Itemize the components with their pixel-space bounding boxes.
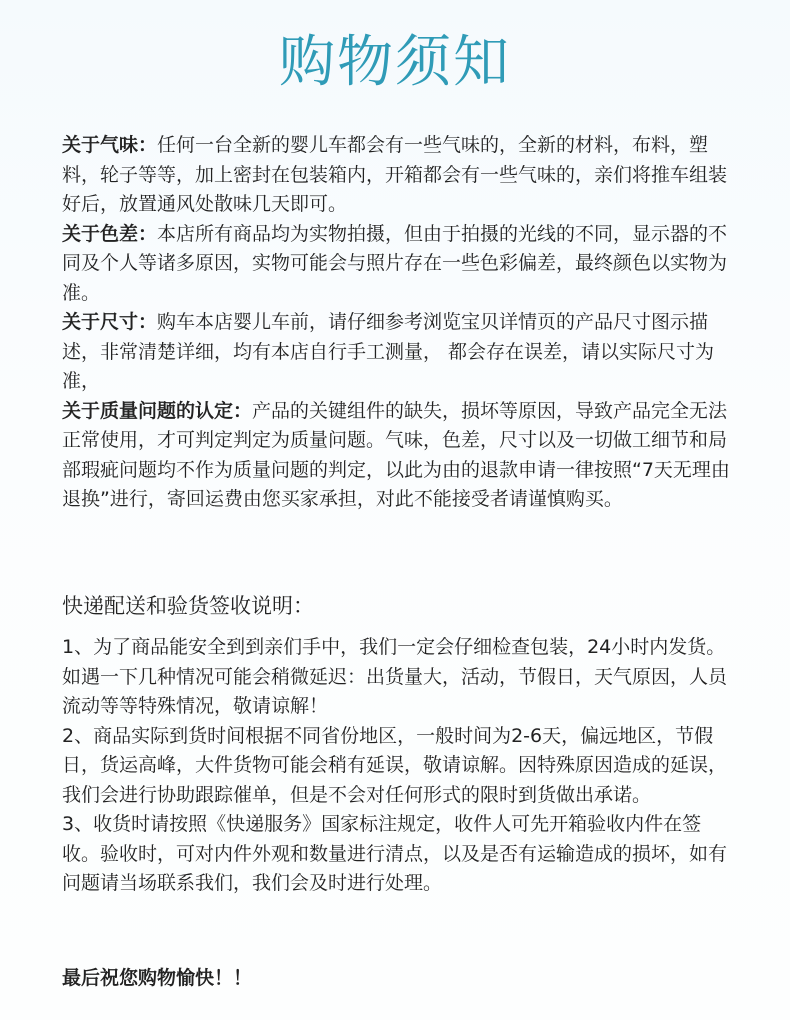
notice-text: 本店所有商品均为实物拍摄，但由于拍摄的光线的不同，显示器的不同及个人等诸多原因，实物可能会与照片存在一些色彩偏差，最终颜色以实物为准。 [62, 222, 728, 304]
notice-label: 关于质量问题的认定： [62, 399, 253, 422]
notice-label: 关于尺寸： [62, 311, 158, 333]
closing-message: 最后祝您购物愉快！！ [62, 967, 253, 989]
page-title: 购物须知 [279, 30, 511, 95]
delivery-heading: 快递配送和验货签收说明： [62, 594, 314, 618]
notice-size [62, 308, 732, 397]
notice-color-difference [62, 220, 732, 309]
delivery-section [62, 591, 732, 899]
notice-text: 产品的关键组件的缺失，损坏等原因，导致产品完全无法正常使用，才可判定判定为质量问题。气味，色差，尺寸以及一切做工细节和局部瑕疵问题均不作为质量问题的判定，以此为由的退款申请一律按照“7天无理由退换”进行，寄回运费由您买家承担，对此不能接受者请谨慎购买。 [62, 399, 730, 510]
notice-label: 关于色差： [62, 222, 158, 245]
notice-text: 任何一台全新的婴儿车都会有一些气味的，全新的材料，布料，塑料，轮子等等，加上密封在包装箱内，开箱都会有一些气味的，亲们将推车组装好后，放置通风处散味几天即可。 [62, 134, 728, 215]
notice-quality [62, 397, 732, 515]
delivery-item-1: 1、为了商品能安全到到亲们手中，我们一定会仔细检查包装，24小时内发货。如遇一下几种情况可能会稍微延迟：出货量大，活动，节假日，天气原因，人员流动等等特殊情况，敬请谅解！ [62, 636, 728, 717]
notice-label: 关于气味： [62, 134, 158, 156]
notice-text: 购车本店婴儿车前，请仔细参考浏览宝贝详情页的产品尺寸图示描述，非常清楚详细，均有本店自行手工测量， 都会存在误差，请以实际尺寸为准， [62, 311, 715, 392]
delivery-item-2: 2、商品实际到货时间根据不同省份地区，一般时间为2-6天，偏远地区，节假日，货运高峰，大件货物可能会稍有延误，敬请谅解。因特殊原因造成的延误，我们会进行协助跟踪催单，但是不会对任何形式的限时到货做出承诺。 [62, 724, 728, 806]
closing-section [62, 963, 732, 993]
notice-section [62, 131, 732, 515]
delivery-item-3: 3、收货时请按照《快递服务》国家标注规定，收件人可先开箱验收内件在签收。验收时，可对内件外观和数量进行清点，以及是否有运输造成的损坏，如有问题请当场联系我们，我们会及时进行处理。 [62, 813, 728, 894]
notice-smell [62, 131, 732, 220]
